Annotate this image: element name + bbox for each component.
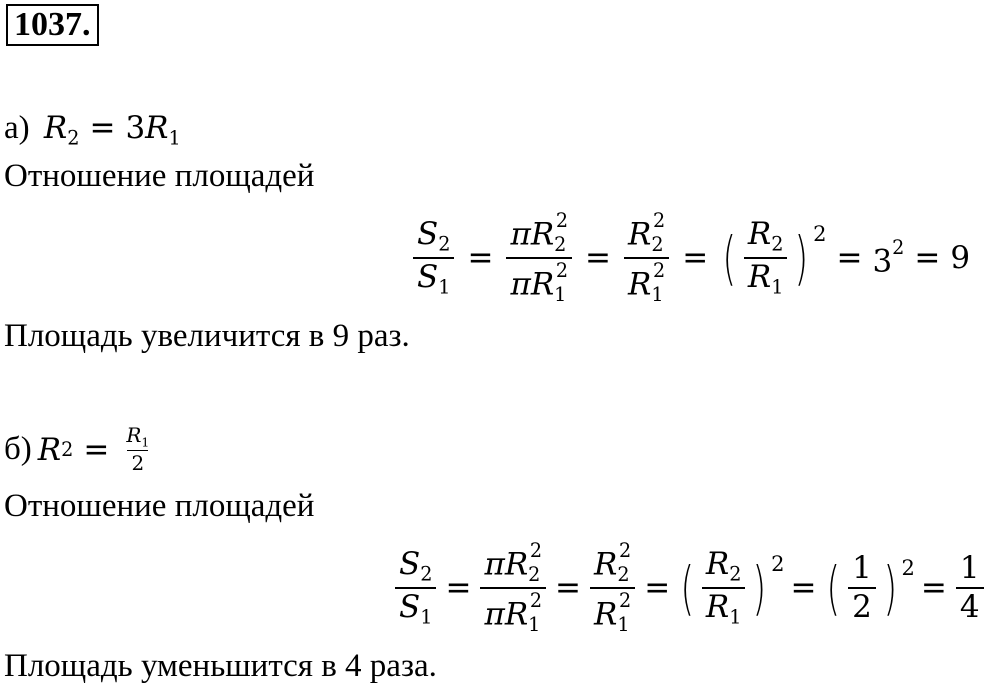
part-a-heading: Отношение площадей bbox=[4, 158, 315, 194]
part-a-equation: $\frac{S_2}{S_1}$ = $\frac{\pi R_2^2}{\pi R_1^2}$ = $\frac{R_2^2}{R_1^2}$ = ( $\frac{R_2}{R_1}$ ) 2 = $3^2$ = 9 bbox=[410, 210, 970, 306]
part-a-base: $3^2$ bbox=[872, 236, 905, 280]
part-b-condition bbox=[4, 425, 156, 474]
ratio-squared: ( $\frac{R_2}{R_1}$ ) 2 bbox=[722, 216, 827, 299]
part-b-condition-formula: R 2 = $\frac{R_1}{2}$ bbox=[37, 423, 150, 476]
problem-number: 1037. bbox=[6, 4, 99, 46]
fraction-r2sq-r1sq: $\frac{R_2^2}{R_1^2}$ bbox=[624, 211, 669, 305]
part-b-conclusion: Площадь уменьшится в 4 раза. bbox=[4, 648, 437, 684]
part-b-result: $\frac{1}{4}$ bbox=[956, 552, 984, 623]
part-a-condition-formula: $R_2 = 3R_1$ bbox=[43, 110, 181, 150]
fraction-s2-s1: $\frac{S_2}{S_1}$ bbox=[395, 548, 436, 628]
part-a-result: 9 bbox=[950, 240, 971, 276]
part-b-heading: Отношение площадей bbox=[4, 488, 315, 524]
ratio-squared: ( $\frac{R_2}{R_1}$ ) 2 bbox=[680, 546, 785, 629]
half-squared: ( $\frac{1}{2}$ ) 2 bbox=[826, 550, 915, 625]
part-a-condition bbox=[4, 110, 181, 150]
part-a-label: а) bbox=[4, 110, 30, 146]
part-b-equation: $\frac{S_2}{S_1}$ = $\frac{\pi R_2^2}{\pi R_1^2}$ = $\frac{R_2^2}{R_1^2}$ = ( $\frac{R_2}{R_1}$ ) 2 = ( $\frac{1}{2}$ ) 2 = $\frac{1}{4}$ bbox=[392, 540, 987, 636]
fraction-pi-r2-pi-r1: $\frac{\pi R_2^2}{\pi R_1^2}$ bbox=[480, 541, 546, 635]
fraction-pi-r2-pi-r1: $\frac{\pi R_2^2}{\pi R_1^2}$ bbox=[506, 211, 572, 305]
part-a-conclusion: Площадь увеличится в 9 раз. bbox=[4, 318, 410, 354]
fraction-s2-s1: $\frac{S_2}{S_1}$ bbox=[413, 218, 454, 298]
fraction-r2sq-r1sq: $\frac{R_2^2}{R_1^2}$ bbox=[590, 541, 635, 635]
part-b-label: б) bbox=[4, 431, 32, 468]
